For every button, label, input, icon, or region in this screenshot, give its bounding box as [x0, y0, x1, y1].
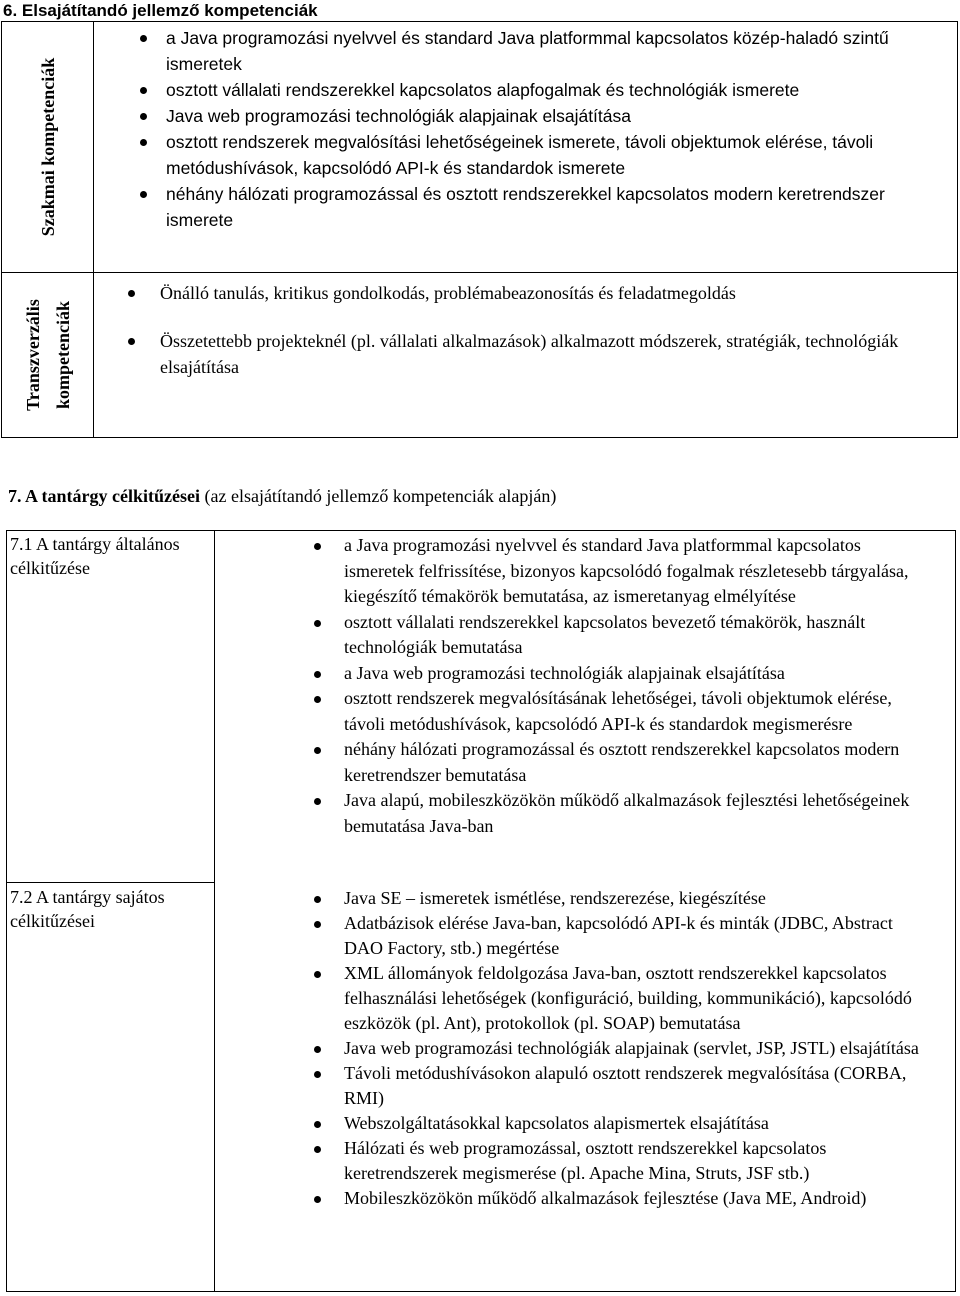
- list-item-text: osztott rendszerek megvalósításának lehetőségei, távoli objektumok elérése, távoli metódushívások, kapcsolódó API-k és standardok megismerésre: [344, 688, 892, 734]
- bullet-icon: [314, 1196, 321, 1203]
- list-item: [344, 911, 934, 961]
- szakmai-list: [166, 25, 956, 233]
- specific-objectives-label: 7.2 A tantárgy sajátos célkitűzései: [10, 887, 165, 931]
- section-7-heading: [8, 484, 948, 508]
- transversal-label-cell: [2, 273, 94, 437]
- list-item-text: a Java web programozási technológiák alapjainak elsajátítása: [344, 662, 785, 683]
- bullet-icon: [314, 1146, 321, 1153]
- general-objectives-list: [344, 533, 934, 839]
- list-item: [166, 103, 956, 129]
- list-item: [344, 886, 934, 911]
- list-item: [160, 280, 960, 306]
- section-7-heading-rest: (az elsajátítandó jellemző kompetenciák alapján): [199, 486, 557, 506]
- list-item: [344, 1036, 934, 1061]
- list-item: [344, 788, 934, 839]
- bullet-icon: [314, 671, 321, 678]
- bullet-icon: [314, 1121, 321, 1128]
- list-item-text: osztott vállalati rendszerekkel kapcsolatos alapfogalmak és technológiák ismerete: [166, 80, 800, 100]
- transversal-competencies-row: [1, 272, 958, 438]
- list-item: [344, 686, 934, 737]
- list-item: [166, 129, 956, 181]
- bullet-icon: [314, 620, 321, 627]
- list-item-text: osztott rendszerek megvalósítási lehetőségeinek ismerete, távoli objektumok elérése, távoli metódushívások, kapcsolódó API-k és standardok ismerete: [166, 132, 874, 178]
- bullet-icon: [128, 338, 135, 345]
- section-6-title: 6. Elsajátítandó jellemző kompetenciák: [3, 1, 318, 20]
- bullet-icon: [314, 921, 321, 928]
- list-item-text: a Java programozási nyelvvel és standard Java platformmal kapcsolatos ismeretek felfrissítése, bizonyos kapcsolódó fogalmak részletesebb tárgyalása, kiegészítő témakörök bemutatása, az ismeretanyag elmélyítése: [344, 535, 909, 606]
- list-item-text: Távoli metódushívásokon alapuló osztott rendszerek megvalósítása (CORBA, RMI): [344, 1063, 907, 1108]
- list-item-text: néhány hálózati programozással és osztott rendszerekkel kapcsolatos modern keretrendszer bemutatása: [344, 739, 900, 785]
- list-item: [344, 1111, 934, 1136]
- list-item-text: Java web programozási technológiák alapjainak elsajátítása: [166, 106, 631, 126]
- list-item-text: osztott vállalati rendszerekkel kapcsolatos bevezető témakörök, használt technológiák bemutatása: [344, 611, 866, 657]
- bullet-icon: [314, 1046, 321, 1053]
- list-item-text: Önálló tanulás, kritikus gondolkodás, problémabeazonosítás és feladatmegoldás: [160, 283, 736, 303]
- bullet-icon: [140, 113, 147, 120]
- list-item-text: Webszolgáltatásokkal kapcsolatos alapismertek elsajátítása: [344, 1113, 769, 1133]
- bullet-icon: [140, 87, 147, 94]
- szakmai-competencies-row: [1, 21, 958, 273]
- list-item-text: Adatbázisok elérése Java-ban, kapcsolódó API-k és minták (JDBC, Abstract DAO Factory, stb.) megértése: [344, 913, 893, 958]
- list-item-text: Java web programozási technológiák alapjainak (servlet, JSP, JSTL) elsajátítása: [344, 1038, 919, 1058]
- szakmai-label-cell: [2, 22, 94, 272]
- list-item: [344, 661, 934, 687]
- bullet-icon: [314, 896, 321, 903]
- list-item: [344, 737, 934, 788]
- transversal-content-cell: [94, 273, 957, 437]
- bullet-icon: [314, 543, 321, 550]
- list-item: [344, 1136, 934, 1186]
- list-item: [166, 181, 956, 233]
- list-item: [344, 610, 934, 661]
- section-7-heading-bold: 7. A tantárgy célkitűzései: [8, 486, 200, 506]
- list-item: [166, 77, 956, 103]
- list-item: [166, 25, 956, 77]
- bullet-icon: [140, 35, 147, 42]
- specific-objectives-list: [344, 886, 934, 1211]
- list-item: [344, 961, 934, 1036]
- list-item: [344, 1061, 934, 1111]
- table-column-divider: [214, 531, 215, 1291]
- list-item-text: Mobileszközökön működő alkalmazások fejlesztése (Java ME, Android): [344, 1188, 867, 1208]
- bullet-icon: [140, 191, 147, 198]
- list-item-text: Java alapú, mobileszközökön működő alkalmazások fejlesztési lehetőségeinek bemutatása Java-ban: [344, 790, 910, 836]
- szakmai-label: Szakmai kompetenciák: [37, 57, 58, 237]
- bullet-icon: [314, 798, 321, 805]
- list-item-text: XML állományok feldolgozása Java-ban, osztott rendszerekkel kapcsolatos felhasználási lehetőségek (konfiguráció, building, kommunikáció), kapcsolódó eszközök (pl. Ant), protokollok (pl. SOAP) bemutatása: [344, 963, 912, 1033]
- list-item: [344, 1186, 934, 1211]
- table-row-divider: [7, 882, 214, 883]
- list-item: [344, 533, 934, 610]
- transversal-label-line2: kompetenciák: [52, 301, 73, 410]
- list-item-text: Java SE – ismeretek ismétlése, rendszerezése, kiegészítése: [344, 888, 766, 908]
- bullet-icon: [314, 696, 321, 703]
- list-item: [160, 328, 960, 380]
- list-item-text: Összetettebb projekteknél (pl. vállalati alkalmazások) alkalmazott módszerek, stratégiák, technológiák elsajátítása: [160, 331, 899, 377]
- list-item-text: Hálózati és web programozással, osztott rendszerekkel kapcsolatos keretrendszerek megismerése (pl. Apache Mina, Struts, JSF stb.): [344, 1138, 827, 1183]
- transversal-label: [18, 299, 78, 411]
- objectives-table: [6, 530, 956, 1292]
- transversal-label-line1: Transzverzális: [22, 299, 43, 411]
- bullet-icon: [314, 1071, 321, 1078]
- list-item-text: a Java programozási nyelvvel és standard Java platformmal kapcsolatos közép-haladó szintű ismeretek: [166, 28, 889, 74]
- bullet-icon: [128, 290, 135, 297]
- list-item-text: néhány hálózati programozással és osztott rendszerekkel kapcsolatos modern keretrendszer ismerete: [166, 184, 885, 230]
- bullet-icon: [314, 971, 321, 978]
- bullet-icon: [314, 747, 321, 754]
- bullet-icon: [140, 139, 147, 146]
- szakmai-content-cell: [94, 22, 957, 272]
- transversal-list: [160, 280, 960, 402]
- general-objective-label: 7.1 A tantárgy általános célkitűzése: [10, 534, 180, 578]
